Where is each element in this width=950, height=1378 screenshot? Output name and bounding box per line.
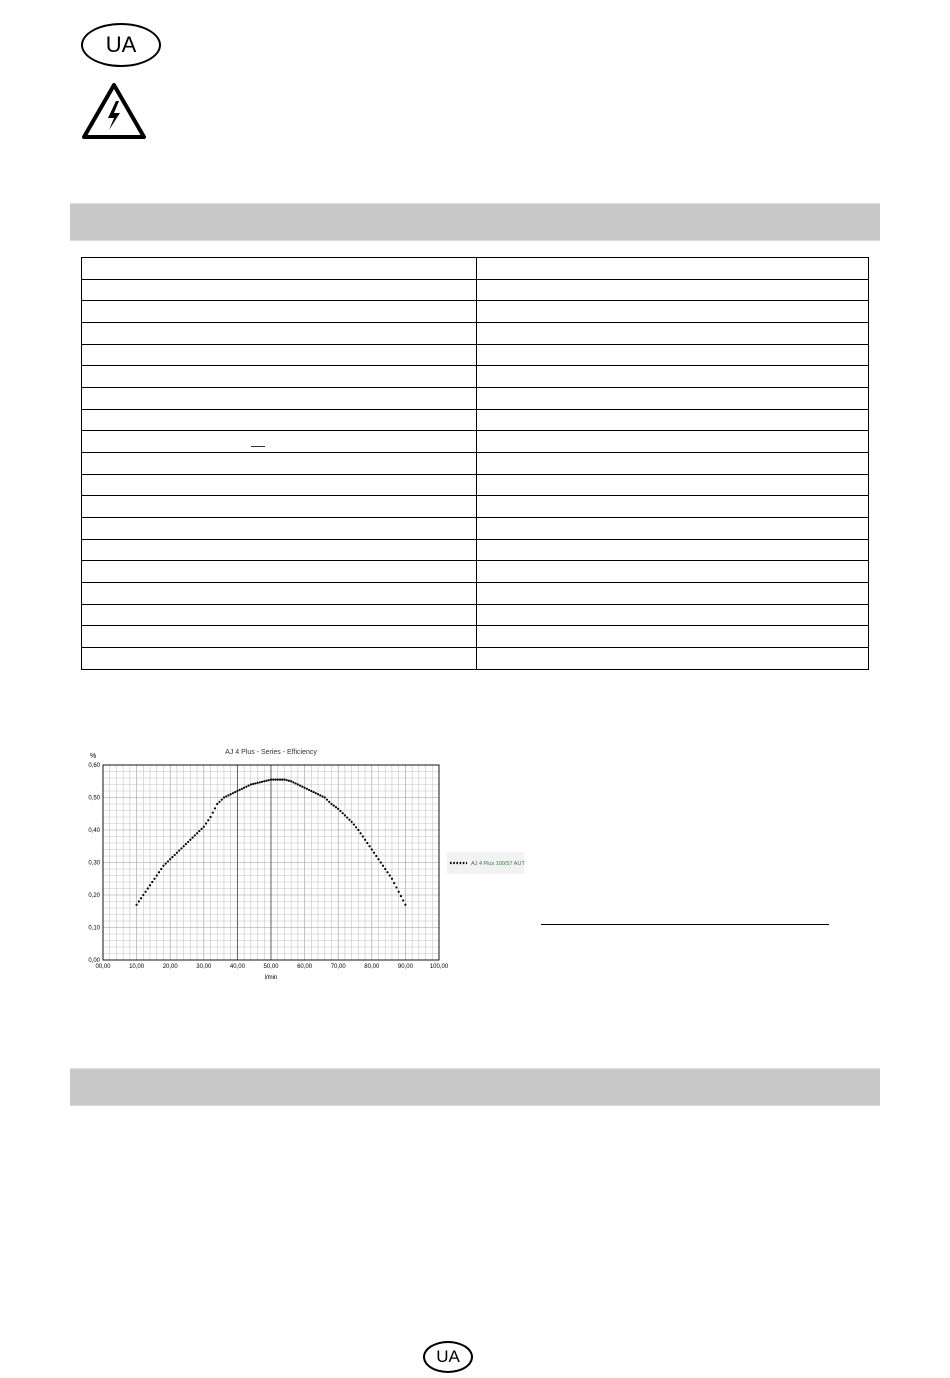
series-point	[402, 899, 404, 901]
series-point	[205, 822, 207, 824]
series-point	[183, 845, 185, 847]
series-point	[395, 886, 397, 888]
series-point	[214, 807, 216, 809]
series-point	[250, 783, 252, 785]
table-cell	[82, 474, 477, 496]
series-point	[142, 894, 144, 896]
table-cell	[82, 409, 477, 431]
table-row	[82, 258, 869, 280]
series-point	[382, 865, 384, 867]
table-cell	[477, 474, 869, 496]
series-point	[232, 792, 234, 794]
series-point	[248, 784, 250, 786]
series-point	[165, 862, 167, 864]
series-point	[259, 781, 261, 783]
series-point	[245, 786, 247, 788]
table-cell	[82, 496, 477, 518]
series-point	[158, 871, 160, 873]
series-point	[321, 795, 323, 797]
table-row	[82, 626, 869, 648]
country-badge-ua: UA	[423, 1341, 473, 1373]
series-point	[312, 791, 314, 793]
country-badge-ua: UA	[81, 23, 161, 67]
series-point	[265, 780, 267, 782]
table-row	[82, 648, 869, 670]
series-point	[203, 826, 205, 828]
series-point	[404, 904, 406, 906]
table-cell	[477, 388, 869, 410]
table-cell	[477, 344, 869, 366]
table-row	[82, 409, 869, 431]
series-point	[386, 871, 388, 873]
series-point	[274, 779, 276, 781]
table-row	[82, 561, 869, 583]
chart-grid	[103, 765, 439, 960]
series-point	[326, 799, 328, 801]
series-point	[196, 832, 198, 834]
series-point	[310, 790, 312, 792]
table-row	[82, 279, 869, 301]
table-cell	[82, 626, 477, 648]
series-point	[339, 810, 341, 812]
series-point	[400, 895, 402, 897]
table-row	[82, 474, 869, 496]
series-point	[384, 868, 386, 870]
table-cell	[477, 409, 869, 431]
series-point	[178, 849, 180, 851]
series-point	[364, 839, 366, 841]
series-point	[192, 836, 194, 838]
series-point	[333, 805, 335, 807]
table-row	[82, 431, 869, 453]
series-point	[288, 780, 290, 782]
series-point	[357, 829, 359, 831]
high-voltage-warning-icon	[81, 82, 147, 140]
y-tick-label: 0,00	[88, 958, 100, 964]
series-point	[241, 788, 243, 790]
x-tick-label: 10,00	[129, 964, 145, 970]
series-point	[227, 794, 229, 796]
series-point	[299, 784, 301, 786]
table-cell	[82, 539, 477, 561]
y-tick-label: 0,50	[88, 795, 100, 802]
chart-x-axis-label: l/min	[264, 975, 278, 981]
x-tick-label: 00,00	[95, 964, 111, 970]
series-point	[198, 830, 200, 832]
table-cell	[82, 561, 477, 583]
series-point	[218, 801, 220, 803]
table-cell	[82, 279, 477, 301]
table-cell	[82, 366, 477, 388]
series-point	[346, 816, 348, 818]
table-mark	[251, 446, 265, 447]
table-cell	[82, 431, 477, 453]
series-point	[223, 796, 225, 798]
series-point	[160, 868, 162, 870]
table-cell	[477, 648, 869, 670]
series-point	[342, 812, 344, 814]
chart-title: AJ 4 Plus - Series - Efficiency	[225, 749, 317, 756]
series-point	[290, 780, 292, 782]
series-point	[200, 828, 202, 830]
series-point	[180, 847, 182, 849]
table-cell	[477, 453, 869, 475]
y-tick-label: 0,20	[88, 893, 100, 899]
series-point	[277, 779, 279, 781]
series-point	[377, 858, 379, 860]
series-point	[268, 779, 270, 781]
x-tick-label: 40,00	[229, 964, 245, 970]
series-point	[353, 823, 355, 825]
series-point	[315, 792, 317, 794]
y-tick-label: 0,30	[88, 860, 100, 867]
x-tick-label: 50,00	[263, 964, 279, 970]
series-point	[308, 789, 310, 791]
series-point	[295, 782, 297, 784]
series-point	[366, 842, 368, 844]
series-point	[380, 861, 382, 863]
series-point	[371, 848, 373, 850]
series-point	[167, 860, 169, 862]
series-point	[156, 874, 158, 876]
series-point	[189, 839, 191, 841]
series-point	[348, 819, 350, 821]
series-point	[256, 782, 258, 784]
signature-line	[541, 924, 829, 925]
series-point	[398, 891, 400, 893]
chart-tick-labels	[88, 763, 449, 970]
series-point	[171, 856, 173, 858]
series-point	[252, 783, 254, 785]
table-row	[82, 604, 869, 626]
series-point	[324, 796, 326, 798]
table-row	[82, 496, 869, 518]
x-tick-label: 90,00	[397, 964, 413, 970]
table-cell	[82, 583, 477, 605]
chart-legend	[447, 852, 525, 874]
table-row	[82, 301, 869, 323]
table-cell	[477, 279, 869, 301]
x-tick-label: 100,00	[429, 964, 449, 970]
series-point	[375, 855, 377, 857]
chart-y-axis-label: %	[90, 753, 97, 760]
series-point	[169, 858, 171, 860]
table-cell	[82, 344, 477, 366]
table-cell	[477, 561, 869, 583]
table-cell	[477, 301, 869, 323]
series-point	[328, 801, 330, 803]
series-point	[344, 814, 346, 816]
table-cell	[477, 583, 869, 605]
x-tick-label: 80,00	[364, 964, 380, 970]
series-point	[286, 779, 288, 781]
series-point	[140, 897, 142, 899]
x-tick-label: 60,00	[297, 964, 313, 970]
series-point	[207, 819, 209, 821]
legend-entry-label: AJ 4 Plus 100/57 AUT	[471, 861, 525, 867]
series-point	[147, 887, 149, 889]
series-point	[368, 845, 370, 847]
series-point	[236, 790, 238, 792]
series-point	[234, 791, 236, 793]
table-cell	[477, 539, 869, 561]
series-point	[391, 878, 393, 880]
y-tick-label: 0,60	[88, 763, 100, 769]
series-point	[337, 808, 339, 810]
table-row	[82, 453, 869, 475]
section-header-bar	[70, 1068, 880, 1105]
table-row	[82, 539, 869, 561]
series-point	[209, 816, 211, 818]
series-point	[194, 834, 196, 836]
x-tick-label: 70,00	[330, 964, 346, 970]
series-point	[283, 779, 285, 781]
table-cell	[82, 258, 477, 280]
table-cell	[477, 323, 869, 345]
series-point	[360, 832, 362, 834]
series-point	[151, 881, 153, 883]
series-point	[216, 803, 218, 805]
series-point	[279, 779, 281, 781]
series-point	[153, 878, 155, 880]
x-tick-label: 20,00	[162, 964, 178, 970]
series-point	[270, 779, 272, 781]
y-tick-label: 0,10	[88, 925, 100, 932]
x-tick-label: 30,00	[196, 964, 212, 970]
series-point	[373, 852, 375, 854]
table-cell	[82, 388, 477, 410]
series-point	[281, 779, 283, 781]
table-cell	[477, 258, 869, 280]
series-point	[335, 806, 337, 808]
table-row	[82, 344, 869, 366]
series-point	[330, 803, 332, 805]
series-point	[393, 882, 395, 884]
table-cell	[82, 323, 477, 345]
table-cell	[477, 366, 869, 388]
y-tick-label: 0,40	[88, 828, 100, 834]
series-point	[187, 841, 189, 843]
series-point	[272, 779, 274, 781]
table-row	[82, 583, 869, 605]
table-cell	[82, 518, 477, 540]
efficiency-chart	[80, 742, 540, 984]
series-point	[149, 884, 151, 886]
series-point	[261, 781, 263, 783]
series-point	[230, 793, 232, 795]
series-point	[221, 799, 223, 801]
series-point	[162, 865, 164, 867]
series-point	[389, 874, 391, 876]
table-row	[82, 366, 869, 388]
table-cell	[82, 453, 477, 475]
series-point	[301, 786, 303, 788]
series-point	[176, 852, 178, 854]
series-point	[319, 794, 321, 796]
series-point	[174, 854, 176, 856]
table-cell	[477, 604, 869, 626]
series-point	[306, 788, 308, 790]
series-point	[254, 782, 256, 784]
series-point	[292, 781, 294, 783]
table-cell	[477, 431, 869, 453]
table-cell	[477, 496, 869, 518]
series-point	[212, 812, 214, 814]
series-point	[144, 891, 146, 893]
series-point	[239, 789, 241, 791]
table-cell	[82, 604, 477, 626]
series-point	[304, 787, 306, 789]
series-point	[317, 793, 319, 795]
series-point	[243, 787, 245, 789]
table-row	[82, 388, 869, 410]
table-cell	[477, 626, 869, 648]
series-point	[263, 780, 265, 782]
table-cell	[82, 648, 477, 670]
series-point	[362, 835, 364, 837]
series-point	[138, 900, 140, 902]
section-header-bar	[70, 203, 880, 240]
series-point	[185, 843, 187, 845]
table-cell	[82, 301, 477, 323]
table-row	[82, 518, 869, 540]
table-row	[82, 323, 869, 345]
series-point	[297, 783, 299, 785]
series-point	[136, 904, 138, 906]
spec-table	[81, 257, 869, 670]
series-point	[355, 826, 357, 828]
series-point	[351, 821, 353, 823]
table-cell	[477, 518, 869, 540]
series-point	[225, 795, 227, 797]
